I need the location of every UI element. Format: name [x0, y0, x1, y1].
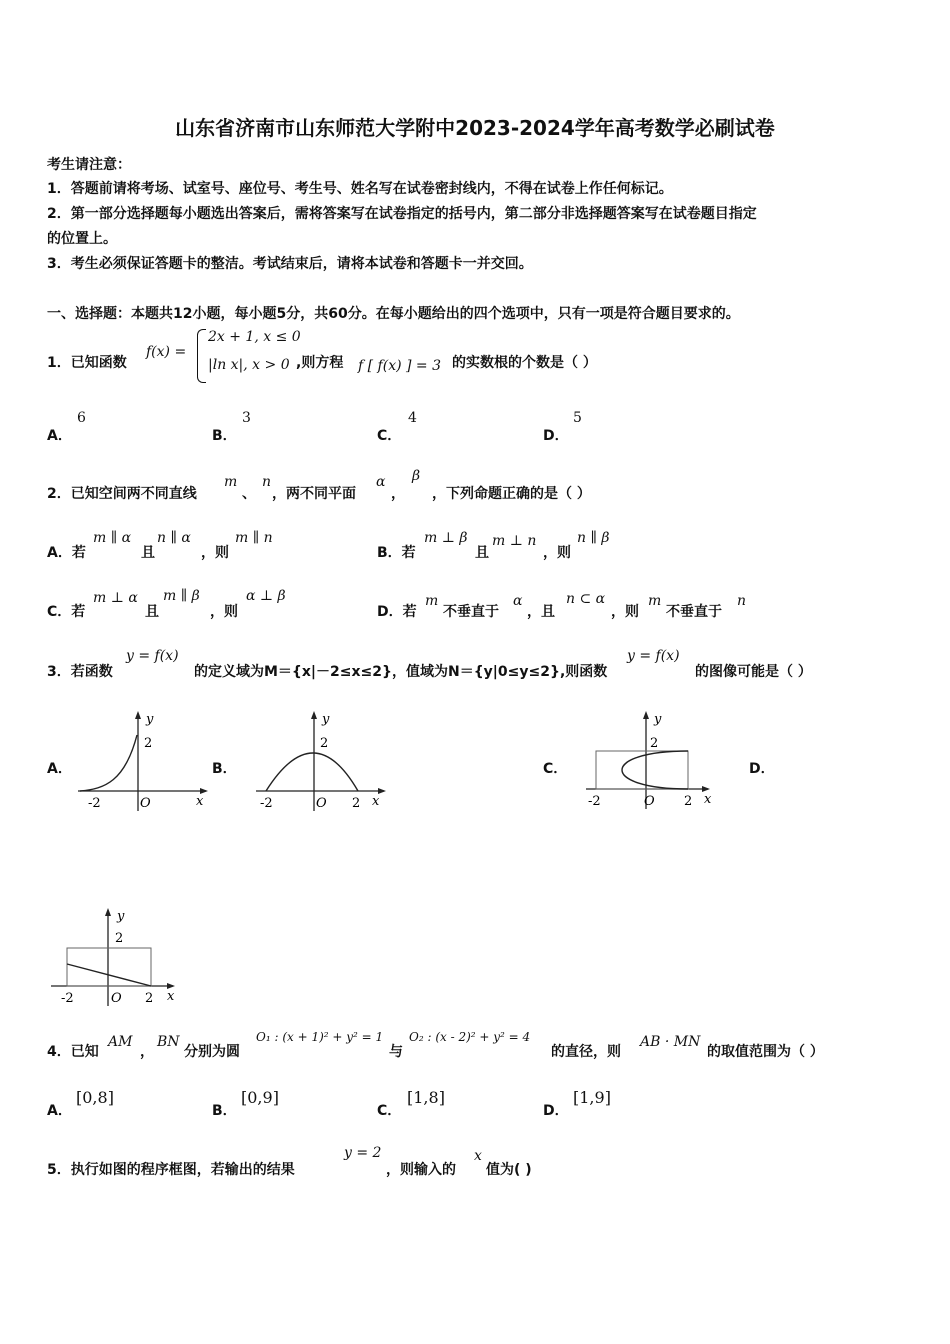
- x-label: x: [167, 989, 175, 1004]
- q1-option-d-label[interactable]: D．: [543, 428, 569, 444]
- q3-option-a-label[interactable]: A．: [47, 761, 72, 777]
- q2-option-d-then: ，则: [611, 604, 639, 620]
- q5-text-2: ，则输入的: [386, 1162, 456, 1178]
- notice-item: 1．答题前请将考场、试室号、座位号、考生号、姓名写在试卷密封线内，不得在试卷上作任何标记。: [47, 181, 673, 197]
- y-axis-arrow: [311, 711, 317, 719]
- q2-option-d-expr: m: [648, 593, 662, 609]
- tick-label: 2: [144, 736, 153, 751]
- y-axis-arrow: [135, 711, 141, 719]
- x-label: x: [372, 794, 380, 809]
- q2-text-2: ，两不同平面: [272, 486, 356, 502]
- q3-graph-a: [70, 705, 220, 817]
- q4-comma: ，: [140, 1044, 154, 1060]
- q2-option-b-and: 且: [475, 545, 489, 561]
- tick-label: -2: [588, 794, 601, 809]
- q2-option-c-label[interactable]: C．若: [47, 604, 86, 620]
- origin-label: O: [140, 796, 151, 811]
- y-axis-arrow: [643, 711, 649, 719]
- q3-text-2: 的定义域为M＝{x|－2≤x≤2}，值域为N＝{y|0≤y≤2},则函数: [194, 664, 608, 680]
- q2-option-a-and: 且: [141, 545, 155, 561]
- q2-option-c-expr: α ⊥ β: [246, 588, 286, 604]
- q1-option-c-label[interactable]: C．: [377, 428, 402, 444]
- q2-option-d-expr: n ⊂ α: [566, 591, 606, 607]
- q1-prefix: 1．已知函数: [47, 355, 127, 371]
- q2-option-b-expr: m ⊥ β: [424, 530, 468, 546]
- q4-option-b-value: [0,9]: [241, 1088, 279, 1107]
- q1-case-1: 2x + 1, x ≤ 0: [208, 329, 301, 345]
- origin-label: O: [644, 794, 655, 809]
- q2-option-c-then: ，则: [210, 604, 238, 620]
- q4-option-b-label[interactable]: B．: [212, 1103, 237, 1119]
- tick-label: -2: [61, 991, 74, 1006]
- notice-item: 的位置上。: [47, 231, 117, 247]
- q1-mid: ,则方程: [296, 355, 344, 371]
- q1-option-c-value: 4: [408, 410, 417, 426]
- q4-text-3: 的直径，则: [551, 1044, 621, 1060]
- q4-option-c-value: [1,8]: [407, 1088, 445, 1107]
- notice-item: 2．第一部分选择题每小题选出答案后，需将答案写在试卷指定的括号内，第二部分非选择题答案写在试卷题目指定: [47, 206, 757, 222]
- q2-option-a-then: ，则: [201, 545, 229, 561]
- q3-graph-b: [248, 705, 398, 817]
- q3-option-c-label[interactable]: C．: [543, 761, 568, 777]
- curve: [266, 753, 358, 791]
- q2-option-c-expr: m ⊥ α: [93, 590, 138, 606]
- q1-option-d-value: 5: [573, 410, 582, 426]
- q2-option-d-text: 不垂直于: [666, 604, 722, 620]
- q5-equation: y = 2: [344, 1145, 382, 1161]
- q4-and: 与: [389, 1044, 403, 1060]
- x-label: x: [196, 794, 204, 809]
- x-label: x: [704, 792, 712, 807]
- origin-label: O: [111, 991, 122, 1006]
- q4-option-d-label[interactable]: D．: [543, 1103, 569, 1119]
- q5-text-3: 值为( ): [486, 1162, 532, 1178]
- tick-label: 2: [115, 931, 124, 946]
- q1-option-a-value: 6: [77, 410, 86, 426]
- q2-sep: 、: [242, 486, 256, 502]
- q1-option-b-label[interactable]: B．: [212, 428, 237, 444]
- tick-label: 2: [320, 736, 329, 751]
- q4-text-4: 的取值范围为（ ）: [707, 1044, 824, 1060]
- q4-segment: BN: [157, 1034, 180, 1050]
- tick-label: 2: [650, 736, 659, 751]
- q2-option-a-label[interactable]: A．若: [47, 545, 86, 561]
- q2-option-d-text: 不垂直于: [443, 604, 499, 620]
- tick-label: 2: [352, 796, 361, 811]
- q1-option-b-value: 3: [242, 410, 251, 426]
- q2-option-a-expr: n ∥ α: [157, 530, 191, 546]
- q4-segment: AM: [108, 1034, 133, 1050]
- q2-option-a-expr: m ∥ α: [93, 530, 132, 546]
- q1-equation: f [ f(x) ] = 3: [358, 358, 441, 374]
- curve: [622, 751, 688, 789]
- q2-line-n: n: [262, 474, 272, 490]
- q2-option-d-and: ，且: [527, 604, 555, 620]
- q4-text-1: 4．已知: [47, 1044, 99, 1060]
- q3-function: y = f(x): [126, 648, 179, 664]
- q2-option-b-expr: n ∥ β: [577, 530, 610, 546]
- q2-option-b-then: ，则: [543, 545, 571, 561]
- q2-text-1: 2．已知空间两不同直线: [47, 486, 197, 502]
- q2-option-c-and: 且: [145, 604, 159, 620]
- q4-option-c-label[interactable]: C．: [377, 1103, 402, 1119]
- q4-option-a-label[interactable]: A．: [47, 1103, 72, 1119]
- tick-label: 2: [145, 991, 154, 1006]
- q2-option-b-label[interactable]: B．若: [377, 545, 416, 561]
- curve: [80, 735, 137, 791]
- q2-option-d-expr: m: [425, 593, 439, 609]
- q4-dot-product: AB · MN: [640, 1034, 701, 1050]
- q2-option-c-expr: m ∥ β: [163, 588, 200, 604]
- y-axis-arrow: [105, 908, 111, 916]
- q2-option-a-expr: m ∥ n: [235, 530, 273, 546]
- q1-brace: [197, 329, 206, 383]
- q4-text-2: 分别为圆: [184, 1044, 240, 1060]
- q3-option-d-label[interactable]: D．: [749, 761, 775, 777]
- tick-label: -2: [260, 796, 273, 811]
- segment: [67, 964, 151, 986]
- origin-label: O: [316, 796, 327, 811]
- q2-comma: ，: [391, 486, 405, 502]
- q1-function: f(x) =: [146, 344, 187, 360]
- q2-line-m: m: [224, 474, 238, 490]
- q2-plane-alpha: α: [376, 474, 386, 490]
- section-heading: 一、选择题：本题共12小题，每小题5分，共60分。在每小题给出的四个选项中，只有一项是符合题目要求的。: [47, 306, 740, 322]
- q1-suffix: 的实数根的个数是（ ）: [452, 355, 597, 371]
- q3-graph-d: [45, 900, 195, 1012]
- q3-text-3: 的图像可能是（ ）: [695, 664, 812, 680]
- q1-option-a-label[interactable]: A．: [47, 428, 72, 444]
- q2-option-b-expr: m ⊥ n: [492, 533, 537, 549]
- bounding-box: [596, 751, 688, 789]
- page-title: 山东省济南市山东师范大学附中2023-2024学年高考数学必刷试卷: [175, 116, 775, 140]
- tick-label: 2: [684, 794, 693, 809]
- tick-label: -2: [88, 796, 101, 811]
- q2-option-d-expr: n: [737, 593, 747, 609]
- q2-text-3: ，下列命题正确的是（ ）: [432, 486, 591, 502]
- q4-circle-2: O₂ : (x - 2)² + y² = 4: [409, 1030, 531, 1044]
- q3-text-1: 3．若函数: [47, 664, 113, 680]
- q2-option-d-label[interactable]: D．若: [377, 604, 417, 620]
- q1-case-2: |ln x|, x > 0: [208, 357, 290, 373]
- q3-graph-c: [580, 705, 730, 817]
- q4-option-d-value: [1,9]: [573, 1088, 611, 1107]
- q3-function: y = f(x): [627, 648, 680, 664]
- y-label: y: [117, 909, 125, 924]
- q2-plane-beta: β: [412, 468, 421, 484]
- notice-heading: 考生请注意：: [47, 157, 131, 173]
- q5-text-1: 5．执行如图的程序框图，若输出的结果: [47, 1162, 295, 1178]
- y-label: y: [146, 712, 154, 727]
- q5-variable: x: [474, 1148, 482, 1164]
- q4-circle-1: O₁ : (x + 1)² + y² = 1: [256, 1030, 384, 1044]
- y-label: y: [654, 712, 662, 727]
- notice-item: 3．考生必须保证答题卡的整洁。考试结束后，请将本试卷和答题卡一并交回。: [47, 256, 533, 272]
- q3-option-b-label[interactable]: B．: [212, 761, 237, 777]
- y-label: y: [322, 712, 330, 727]
- q2-option-d-expr: α: [513, 593, 523, 609]
- q4-option-a-value: [0,8]: [76, 1088, 114, 1107]
